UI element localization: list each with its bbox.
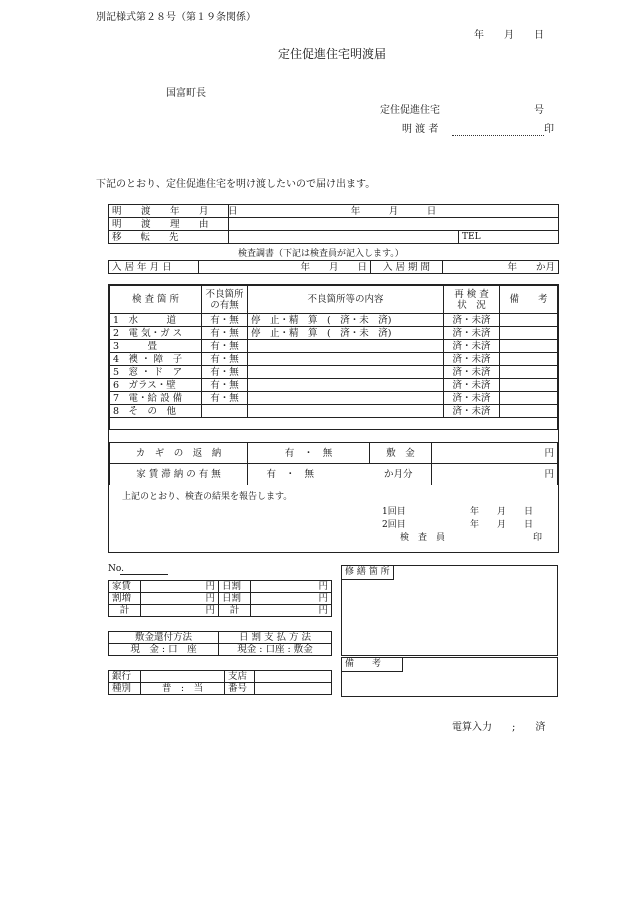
type-value[interactable]: 普 : 当 <box>141 683 225 695</box>
status-cell[interactable]: 済・未済 <box>444 353 500 366</box>
note-cell[interactable] <box>500 405 558 418</box>
housing-label: 定住促進住宅 <box>380 105 440 116</box>
col-note: 備 考 <box>500 286 558 314</box>
defect-cell[interactable]: 有・無 <box>202 366 248 379</box>
note-cell[interactable] <box>500 392 558 405</box>
status-cell[interactable]: 済・未済 <box>444 392 500 405</box>
basic-info-table <box>108 204 559 244</box>
branch-field[interactable] <box>255 671 332 683</box>
vacater-label: 明 渡 者 <box>402 124 439 135</box>
col-recheck-1: 再 検 査 <box>454 288 489 300</box>
table-row <box>110 327 558 340</box>
cash-account-deposit-option[interactable]: 現金 : 口座 : 敷金 <box>219 644 332 656</box>
table-row <box>110 353 558 366</box>
content-cell[interactable]: 停 止・精 算 ( 済・未 済) <box>248 314 444 327</box>
total-yen[interactable]: 円 <box>141 605 219 617</box>
note-cell[interactable] <box>500 366 558 379</box>
bank-field[interactable] <box>141 671 225 683</box>
rent-table <box>108 580 332 617</box>
period-label: 入 居 期 間 <box>371 261 443 274</box>
cash-account-option[interactable]: 現 金 : 口 座 <box>109 644 219 656</box>
note-cell[interactable] <box>500 353 558 366</box>
rent-yen[interactable]: 円 <box>141 581 219 593</box>
daily-yen[interactable]: 円 <box>251 581 332 593</box>
place-cell: 1 水 道 <box>110 314 202 327</box>
defect-cell[interactable] <box>202 405 248 418</box>
intro-text: 下記のとおり、定住促進住宅を明け渡したいので届け出ます。 <box>96 179 376 190</box>
forward-field[interactable] <box>229 231 459 244</box>
rent-arrears-value[interactable]: 有 ・ 無 か月分 <box>248 464 432 485</box>
note-cell[interactable] <box>500 327 558 340</box>
status-cell[interactable]: 済・未済 <box>444 379 500 392</box>
content-cell[interactable] <box>248 340 444 353</box>
repair-label: 修 繕 箇 所 <box>342 566 394 580</box>
vacate-date-value[interactable]: 年 月 日 <box>229 205 559 218</box>
daily-label: 日割 <box>219 593 251 605</box>
first-date[interactable]: 年 月 日 <box>470 507 534 517</box>
no-label: No. <box>108 564 124 574</box>
status-cell[interactable]: 済・未済 <box>444 314 500 327</box>
move-in-label: 入 居 年 月 日 <box>109 261 199 274</box>
bank-label: 銀行 <box>109 671 141 683</box>
second-date[interactable]: 年 月 日 <box>470 520 534 530</box>
table-row <box>110 366 558 379</box>
inspection-table <box>109 285 558 430</box>
place-cell: 8 そ の 他 <box>110 405 202 418</box>
content-cell[interactable] <box>248 353 444 366</box>
first-label: 1回目 <box>382 507 406 517</box>
daily-yen[interactable]: 円 <box>251 593 332 605</box>
status-cell[interactable]: 済・未済 <box>444 366 500 379</box>
report-text: 上記のとおり、検査の結果を報告します。 <box>122 492 293 502</box>
col-content: 不良箇所等の内容 <box>248 286 444 314</box>
second-label: 2回目 <box>382 520 406 530</box>
inspection-caption: 検査調書（下記は検査員が記入します。） <box>238 249 404 259</box>
col-recheck-2: 状 況 <box>457 299 486 311</box>
number-field[interactable] <box>255 683 332 695</box>
table-row <box>110 314 558 327</box>
place-cell: 2 電 気・ガ ス <box>110 327 202 340</box>
period-value[interactable]: 年 か月 <box>443 261 559 274</box>
vacater-name-field[interactable] <box>452 124 544 136</box>
key-return-label: カ ギ の 返 納 <box>110 443 248 464</box>
defect-cell[interactable]: 有・無 <box>202 327 248 340</box>
spacer-row <box>110 418 558 430</box>
defect-cell[interactable]: 有・無 <box>202 340 248 353</box>
seal-mark: 印 <box>544 124 554 135</box>
defect-cell[interactable]: 有・無 <box>202 379 248 392</box>
defect-cell[interactable]: 有・無 <box>202 314 248 327</box>
surcharge-yen[interactable]: 円 <box>141 593 219 605</box>
rent-label: 家賃 <box>109 581 141 593</box>
total-yen[interactable]: 円 <box>251 605 332 617</box>
note-cell[interactable] <box>500 340 558 353</box>
arrears-yen[interactable]: 円 <box>432 464 558 485</box>
bank-table <box>108 670 332 695</box>
deposit-label: 敷 金 <box>370 443 432 464</box>
type-label: 種別 <box>109 683 141 695</box>
col-defect-2: の有無 <box>210 299 239 311</box>
move-in-table <box>108 260 559 274</box>
vacate-date-label: 明 渡 年 月 日 <box>109 205 229 218</box>
table-row <box>110 340 558 353</box>
deposit-refund-method: 敷金還付方法 <box>109 632 219 644</box>
col-defect-1: 不良箇所 <box>205 288 244 300</box>
content-cell[interactable]: 停 止・精 算 ( 済・未 済) <box>248 327 444 340</box>
key-return-value[interactable]: 有 ・ 無 <box>248 443 370 464</box>
defect-cell[interactable]: 有・無 <box>202 392 248 405</box>
content-cell[interactable] <box>248 379 444 392</box>
status-cell[interactable]: 済・未済 <box>444 340 500 353</box>
place-cell: 7 電・給 設 備 <box>110 392 202 405</box>
place-cell: 6 ガラス・壁 <box>110 379 202 392</box>
no-field[interactable] <box>120 574 168 575</box>
reason-label: 明 渡 理 由 <box>109 218 229 231</box>
daily-label: 日割 <box>219 581 251 593</box>
defect-cell[interactable]: 有・無 <box>202 353 248 366</box>
content-cell[interactable] <box>248 366 444 379</box>
remarks-label: 備 考 <box>342 658 403 672</box>
total-label: 計 <box>109 605 141 617</box>
forward-label: 移 転 先 <box>109 231 229 244</box>
table-row <box>110 379 558 392</box>
col-place: 検 査 箇 所 <box>110 286 202 314</box>
deposit-yen[interactable]: 円 <box>432 443 558 464</box>
status-cell[interactable]: 済・未済 <box>444 405 500 418</box>
status-cell[interactable]: 済・未済 <box>444 327 500 340</box>
rent-arrears-label: 家 賃 滞 納 の 有 無 <box>110 464 248 485</box>
inspector-seal: 印 <box>533 533 543 543</box>
table-row <box>110 405 558 418</box>
table-row <box>110 392 558 405</box>
months-label: か月分 <box>384 468 413 480</box>
reason-field[interactable] <box>229 218 559 231</box>
inspector-label: 検 査 員 <box>400 533 446 543</box>
place-cell: 4 襖 ・ 障 子 <box>110 353 202 366</box>
content-cell[interactable] <box>248 392 444 405</box>
addressee: 国富町長 <box>166 88 206 99</box>
place-cell: 3 畳 <box>110 340 202 353</box>
calc-input: 電算入力 ; 済 <box>452 722 546 733</box>
note-cell[interactable] <box>500 379 558 392</box>
place-cell: 5 窓 ・ ド ア <box>110 366 202 379</box>
method-table <box>108 631 332 656</box>
move-in-value[interactable]: 年 月 日 <box>199 261 371 274</box>
content-cell[interactable] <box>248 405 444 418</box>
branch-label: 支店 <box>225 671 255 683</box>
surcharge-label: 割増 <box>109 593 141 605</box>
daily-payment-method: 日 割 支 払 方 法 <box>219 632 332 644</box>
form-number: 別記様式第２８号（第１９条関係） <box>96 12 256 23</box>
note-cell[interactable] <box>500 314 558 327</box>
number-suffix: 号 <box>534 105 544 116</box>
total-label: 計 <box>219 605 251 617</box>
page-title: 定住促進住宅明渡届 <box>278 47 387 61</box>
key-rent-table <box>109 442 558 485</box>
tel-label: TEL <box>459 231 559 244</box>
number-label: 番号 <box>225 683 255 695</box>
date-line: 年 月 日 <box>474 30 544 41</box>
